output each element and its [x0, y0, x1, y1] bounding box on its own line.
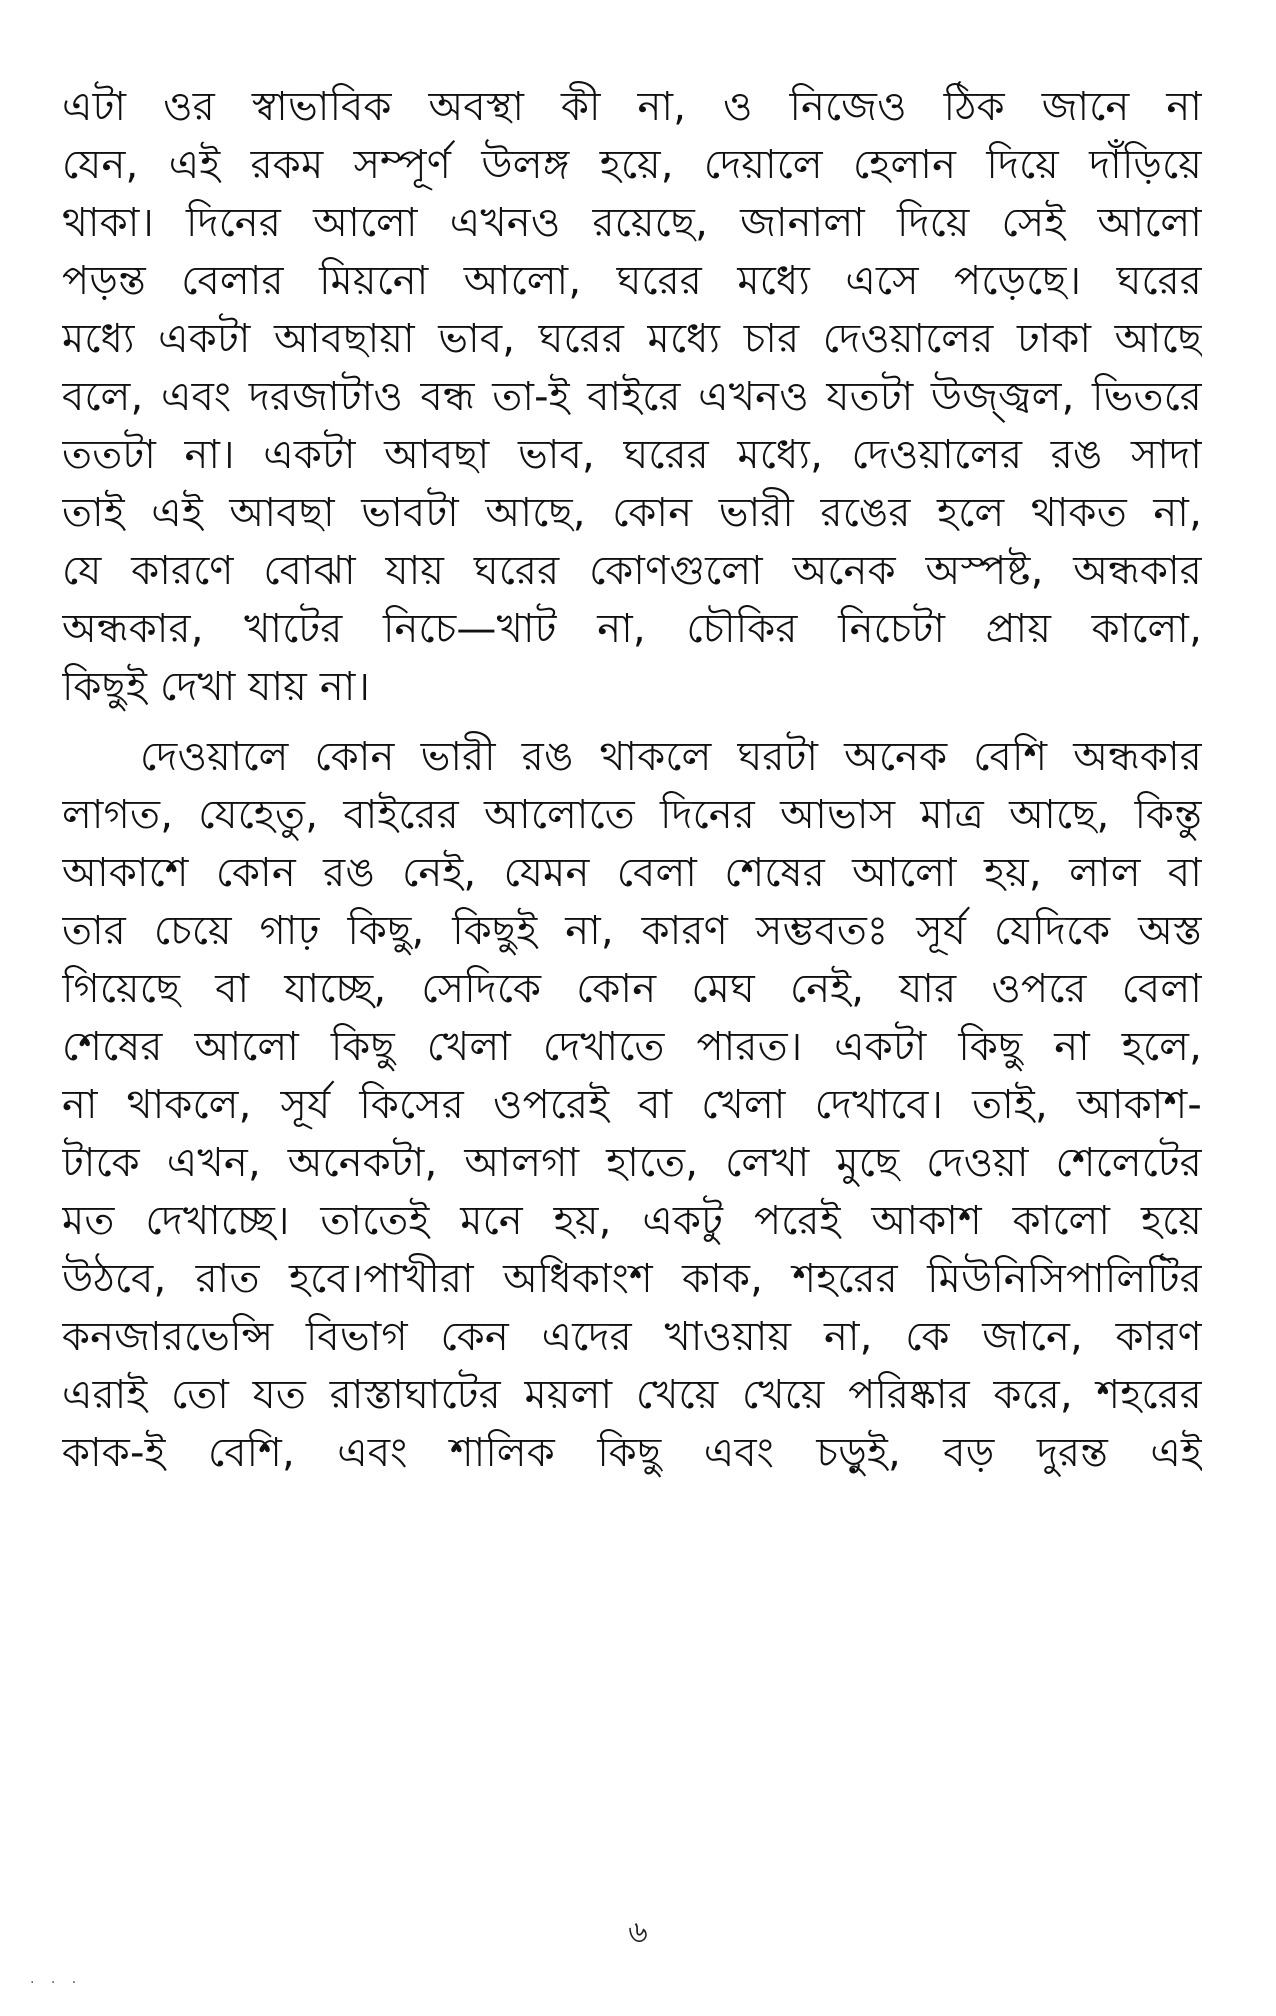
text-line: এটা ওর স্বাভাবিক অবস্থা কী না, ও নিজেও ঠিক জানে না	[62, 84, 1202, 130]
text-line: না থাকলে, সূর্য কিসের ওপরেই বা খেলা দেখাবে। তাই, আকাশ-	[62, 1082, 1202, 1128]
text-line: থাকা। দিনের আলো এখনও রয়েছে, জানালা দিয়ে সেই আলো	[62, 200, 1202, 246]
paragraph	[62, 728, 1202, 1482]
text-line: যেন, এই রকম সম্পূর্ণ উলঙ্গ হয়ে, দেয়ালে হেলান দিয়ে দাঁড়িয়ে	[62, 142, 1202, 188]
text-line: কনজারভেন্সি বিভাগ কেন এদের খাওয়ায় না, কে জানে, কারণ	[62, 1314, 1202, 1360]
text-line: কাক-ই বেশি, এবং শালিক কিছু এবং চড়ুই, বড় দুরন্ত এই	[62, 1430, 1202, 1476]
text-line: অন্ধকার, খাটের নিচে—খাট না, চৌকির নিচেটা প্রায় কালো,	[62, 606, 1202, 652]
body-text	[62, 78, 1202, 1482]
text-line: যে কারণে বোঝা যায় ঘরের কোণগুলো অনেক অস্পষ্ট, অন্ধকার	[62, 548, 1202, 594]
text-line: লাগত, যেহেতু, বাইরের আলোতে দিনের আভাস মাত্র আছে, কিন্তু	[62, 792, 1202, 838]
text-line: টাকে এখন, অনেকটা, আলগা হাতে, লেখা মুছে দেওয়া শেলেটের	[62, 1140, 1202, 1186]
text-line: শেষের আলো কিছু খেলা দেখাতে পারত। একটা কিছু না হলে,	[62, 1024, 1202, 1070]
text-line: তাই এই আবছা ভাবটা আছে, কোন ভারী রঙের হলে থাকত না,	[62, 490, 1202, 536]
text-line: মধ্যে একটা আবছায়া ভাব, ঘরের মধ্যে চার দেওয়ালের ঢাকা আছে	[62, 316, 1202, 362]
text-line: আকাশে কোন রঙ নেই, যেমন বেলা শেষের আলো হয়, লাল বা	[62, 850, 1202, 896]
page-number: ৬	[628, 1915, 648, 1950]
text-line: বলে, এবং দরজাটাও বন্ধ তা-ই বাইরে এখনও যতটা উজ্জ্বল, ভিতরে	[62, 374, 1202, 420]
text-line: ততটা না। একটা আবছা ভাব, ঘরের মধ্যে, দেওয়ালের রঙ সাদা	[62, 432, 1202, 478]
paragraph	[62, 78, 1202, 716]
paragraph-gap	[62, 716, 1202, 728]
scan-noise-decoration: · · ·	[30, 1975, 83, 1991]
text-line: তার চেয়ে গাঢ় কিছু, কিছুই না, কারণ সম্ভবতঃ সূর্য যেদিকে অস্ত	[62, 908, 1202, 954]
text-line: কিছুই দেখা যায় না।	[62, 664, 371, 710]
text-line: এরাই তো যত রাস্তাঘাটের ময়লা খেয়ে খেয়ে পরিষ্কার করে, শহরের	[62, 1372, 1202, 1418]
text-line: উঠবে, রাত হবে।পাখীরা অধিকাংশ কাক, শহরের মিউনিসিপালিটির	[62, 1256, 1202, 1302]
text-line: পড়ন্ত বেলার মিয়নো আলো, ঘরের মধ্যে এসে পড়েছে। ঘরের	[62, 258, 1202, 304]
text-line: মত দেখাচ্ছে। তাতেই মনে হয়, একটু পরেই আকাশ কালো হয়ে	[62, 1198, 1202, 1244]
text-line: গিয়েছে বা যাচ্ছে, সেদিকে কোন মেঘ নেই, যার ওপরে বেলা	[62, 966, 1202, 1012]
text-line: দেওয়ালে কোন ভারী রঙ থাকলে ঘরটা অনেক বেশি অন্ধকার	[140, 734, 1202, 780]
